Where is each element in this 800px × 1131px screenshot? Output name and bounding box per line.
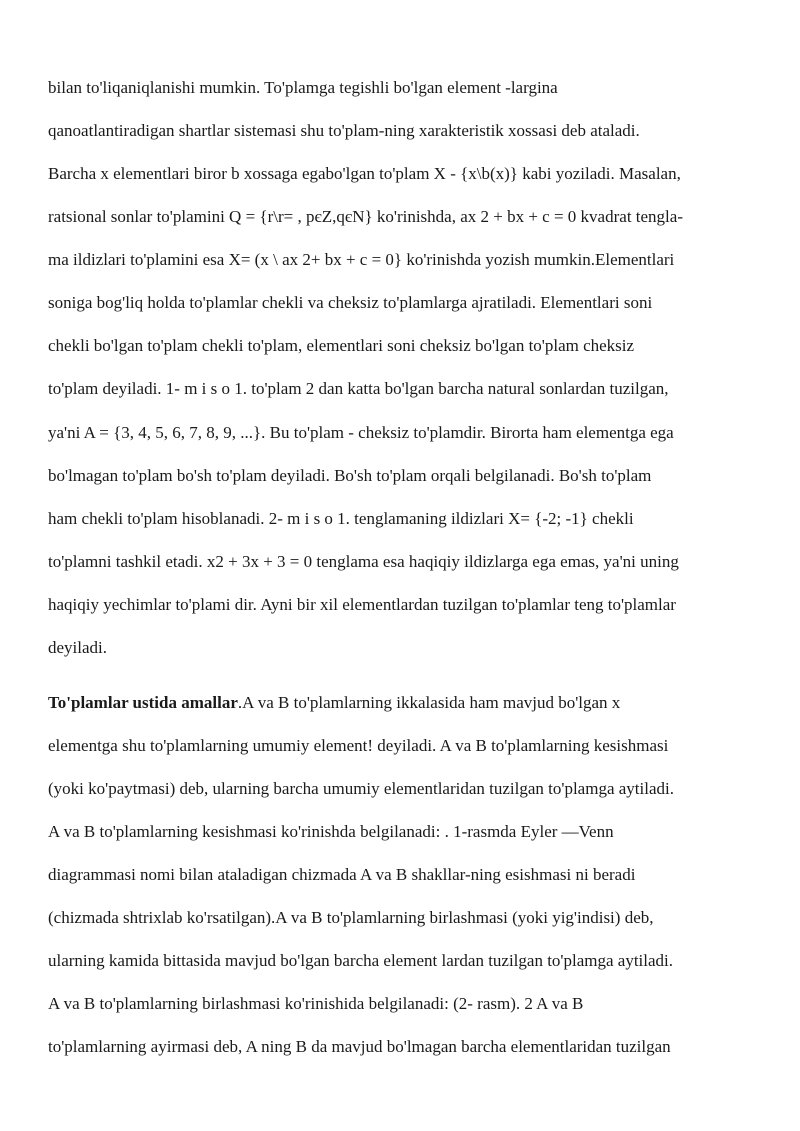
paragraph-1-line-7: chekli bo'lgan to'plam chekli to'plam, elementlari soni cheksiz bo'lgan to'plam cheksiz <box>48 336 635 355</box>
paragraph-2-line-6: (chizmada shtrixlab ko'rsatilgan).A va B to'plamlarning birlashmasi (yoki yig'indisi) deb, <box>48 908 654 927</box>
paragraph-1-line-12: to'plamni tashkil etadi. x2 + 3x + 3 = 0 tenglama esa haqiqiy ildizlarga ega emas, ya'ni uning <box>48 552 679 571</box>
paragraph-2-line-4: A va B to'plamlarning kesishmasi ko'rinishda belgilanadi: . 1-rasmda Eyler —Venn <box>48 822 614 841</box>
paragraph-1-line-5: ma ildizlari to'plamini esa X= (x \ ax 2+ bx + c = 0} ko'rinishda yozish mumkin.Elementlari <box>48 250 675 269</box>
paragraph-2-line-1-rest: .A va B to'plamlarning ikkalasida ham mavjud bo'lgan x <box>237 693 621 712</box>
paragraph-1-line-8: to'plam deyiladi. 1- m i s o 1. to'plam 2 dan katta bo'lgan barcha natural sonlardan tuzilgan, <box>48 379 669 398</box>
paragraph-2-line-9: to'plamlarning ayirmasi deb, A ning B da mavjud bo'lmagan barcha elementlaridan tuzilgan <box>48 1037 671 1056</box>
paragraph-2-line-2: elementga shu to'plamlarning umumiy element! deyiladi. A va B to'plamlarning kesishmasi <box>48 736 669 755</box>
section-heading: To'plamlar ustida amallar <box>48 693 238 712</box>
paragraph-1-line-2: qanoatlantiradigan shartlar sistemasi shu to'plam-ning xarakteristik xossasi deb ataladi. <box>48 121 640 140</box>
paragraph-1-line-1: bilan to'liqaniqlanishi mumkin. To'plamga tegishli bo'lgan element -largina <box>48 78 558 97</box>
paragraph-2-line-3: (yoki ko'paytmasi) deb, ularning barcha umumiy elementlaridan tuzilgan to'plamga aytiladi. <box>48 779 674 798</box>
paragraph-2-line-8: A va B to'plamlarning birlashmasi ko'rinishida belgilanadi: (2- rasm). 2 A va B <box>48 994 584 1013</box>
paragraph-2-line-5: diagrammasi nomi bilan ataladigan chizmada A va B shakllar-ning esishmasi ni beradi <box>48 865 636 884</box>
paragraph-1-line-3: Barcha x elementlari biror b xossaga egabo'lgan to'plam X - {x\b(x)} kabi yoziladi. Masalan, <box>48 164 681 183</box>
paragraph-1-line-10: bo'lmagan to'plam bo'sh to'plam deyiladi. Bo'sh to'plam orqali belgilanadi. Bo'sh to'plam <box>48 466 652 485</box>
paragraph-1-line-13: haqiqiy yechimlar to'plami dir. Ayni bir xil elementlardan tuzilgan to'plamlar teng to'plamlar <box>48 595 676 614</box>
paragraph-2-line-7: ularning kamida bittasida mavjud bo'lgan barcha element lardan tuzilgan to'plamga aytiladi. <box>48 951 674 970</box>
paragraph-1-line-11: ham chekli to'plam hisoblanadi. 2- m i s o 1. tenglamaning ildizlari X= {-2; -1} chekli <box>48 509 634 528</box>
paragraph-2-line-1 <box>48 692 620 714</box>
paragraph-1-line-6: soniga bog'liq holda to'plamlar chekli va cheksiz to'plamlarga ajratiladi. Elementlari soni <box>48 293 653 312</box>
paragraph-1-line-9: ya'ni A = {3, 4, 5, 6, 7, 8, 9, ...}. Bu to'plam - cheksiz to'plamdir. Birorta ham elementga ega <box>48 423 674 442</box>
paragraph-1-line-4: ratsional sonlar to'plamini Q = {r\r= , pєZ,qєN} ko'rinishda, ax 2 + bx + c = 0 kvadrat tengla- <box>48 207 683 226</box>
paragraph-1-line-14: deyiladi. <box>48 638 108 657</box>
